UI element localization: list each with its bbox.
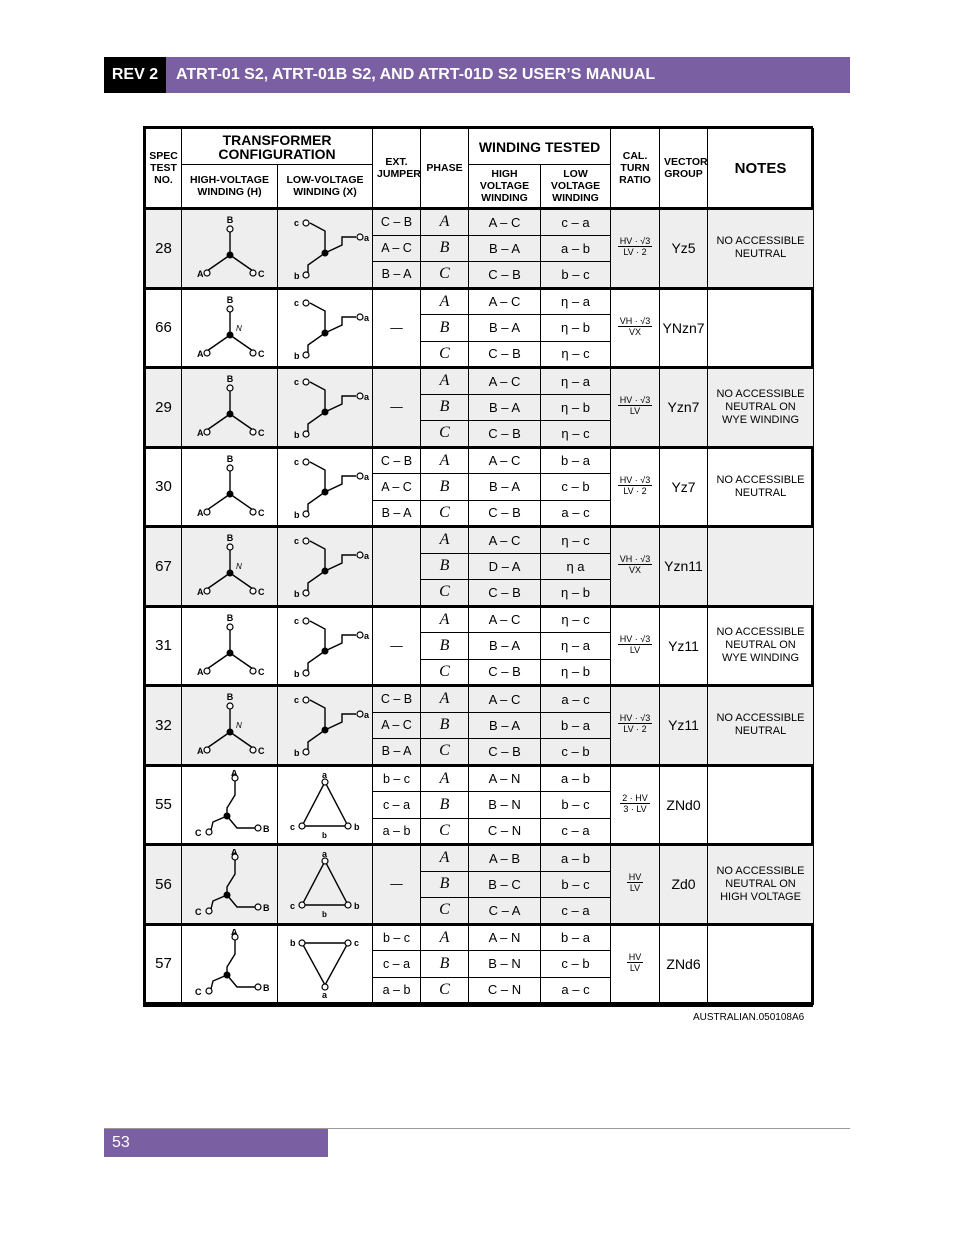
hv-winding-tested: D – A: [469, 553, 541, 580]
svg-text:C: C: [194, 907, 201, 918]
ratio-numerator: HV: [628, 872, 642, 883]
turn-ratio: [611, 845, 660, 925]
phase: B: [421, 394, 469, 421]
lv-winding-tested: η – b: [541, 394, 611, 421]
hv-winding-diagram: [182, 447, 278, 527]
phase: B: [421, 235, 469, 262]
ratio-denominator: LV: [629, 406, 641, 417]
spec-test-no: 67: [146, 527, 182, 607]
lv-winding-tested: a – c: [541, 686, 611, 713]
spec-test-no: 30: [146, 447, 182, 527]
lv-winding-tested: c – b: [541, 739, 611, 766]
header-spec: SPEC TEST NO.: [146, 129, 182, 209]
svg-text:a: a: [322, 769, 328, 780]
svg-text:A: A: [196, 428, 203, 439]
svg-text:N: N: [235, 721, 242, 731]
phase: C: [421, 262, 469, 289]
lv-winding-tested: η – b: [541, 580, 611, 607]
turn-ratio: [611, 368, 660, 448]
phase: C: [421, 500, 469, 527]
lv-winding-diagram: [278, 765, 373, 845]
notes: [708, 765, 814, 845]
ratio-denominator: VX: [629, 326, 642, 337]
lv-winding-tested: a – b: [541, 845, 611, 872]
vector-group: ZNd6: [660, 924, 708, 1004]
header-notes: NOTES: [708, 129, 814, 209]
svg-text:B: B: [226, 453, 233, 464]
spec-test-no: 32: [146, 686, 182, 766]
ext-jumper: B – A: [373, 739, 421, 766]
manual-title: ATRT-01 S2, ATRT-01B S2, AND ATRT-01D S2 USER’S MANUAL: [166, 57, 850, 93]
svg-text:a: a: [364, 233, 370, 244]
phase: A: [421, 924, 469, 951]
notes: NO ACCESSIBLE NEUTRAL: [708, 209, 814, 289]
svg-text:C: C: [194, 827, 201, 838]
ext-jumper: a – b: [373, 818, 421, 845]
svg-text:b: b: [294, 271, 300, 282]
hv-winding-tested: A – C: [469, 368, 541, 395]
table-row: [146, 527, 814, 554]
phase: B: [421, 633, 469, 660]
svg-text:C: C: [257, 507, 264, 518]
notes: NO ACCESSIBLE NEUTRAL ON WYE WINDING: [708, 368, 814, 448]
table-row: [146, 606, 814, 633]
turn-ratio: [611, 606, 660, 686]
hv-winding-tested: A – C: [469, 527, 541, 554]
lv-winding-tested: η – a: [541, 633, 611, 660]
vector-group: Yz7: [660, 447, 708, 527]
page-header: [104, 57, 850, 93]
hv-winding-diagram: [182, 606, 278, 686]
svg-text:A: A: [196, 348, 203, 359]
ext-jumper: —: [373, 288, 421, 368]
ratio-denominator: VX: [629, 565, 642, 576]
lv-winding-tested: a – c: [541, 500, 611, 527]
spec-test-no: 66: [146, 288, 182, 368]
spec-test-no: 55: [146, 765, 182, 845]
svg-text:a: a: [364, 630, 370, 641]
phase: A: [421, 765, 469, 792]
phase: C: [421, 659, 469, 686]
notes: NO ACCESSIBLE NEUTRAL: [708, 447, 814, 527]
lv-winding-tested: c – a: [541, 209, 611, 236]
svg-text:B: B: [262, 903, 269, 914]
notes: [708, 288, 814, 368]
spec-test-no: 56: [146, 845, 182, 925]
svg-text:b: b: [290, 937, 296, 948]
ratio-denominator: LV · 2: [623, 724, 647, 735]
svg-text:b: b: [354, 901, 360, 912]
svg-text:N: N: [235, 562, 242, 572]
lv-winding-tested: c – a: [541, 898, 611, 925]
ratio-denominator: LV: [629, 644, 641, 655]
ext-jumper: b – c: [373, 765, 421, 792]
hv-winding-tested: C – N: [469, 977, 541, 1004]
ext-jumper: A – C: [373, 474, 421, 501]
lv-winding-diagram: [278, 527, 373, 607]
header-lv-winding: LOW-VOLTAGE WINDING (X): [278, 165, 373, 209]
hv-winding-tested: C – B: [469, 262, 541, 289]
ratio-numerator: HV · √3: [619, 395, 651, 406]
header-lv: LOW VOLTAGE WINDING: [541, 165, 611, 209]
svg-text:a: a: [364, 551, 370, 562]
ext-jumper: c – a: [373, 792, 421, 819]
hv-winding-tested: B – N: [469, 792, 541, 819]
ratio-denominator: LV · 2: [623, 485, 647, 496]
phase: B: [421, 792, 469, 819]
svg-text:a: a: [364, 471, 370, 482]
vector-group: Yz11: [660, 686, 708, 766]
ext-jumper: —: [373, 368, 421, 448]
svg-text:B: B: [262, 982, 269, 993]
svg-text:A: A: [196, 269, 203, 280]
ratio-numerator: VH · √3: [619, 554, 651, 565]
svg-text:C: C: [194, 986, 201, 997]
hv-winding-tested: C – B: [469, 500, 541, 527]
hv-winding-tested: A – C: [469, 447, 541, 474]
svg-text:c: c: [294, 536, 300, 547]
vector-group: Yz11: [660, 606, 708, 686]
phase: C: [421, 580, 469, 607]
svg-text:b: b: [294, 668, 300, 679]
vector-group: Yz5: [660, 209, 708, 289]
phase: C: [421, 739, 469, 766]
svg-text:c: c: [290, 821, 296, 832]
hv-winding-tested: C – B: [469, 580, 541, 607]
spec-test-no: 31: [146, 606, 182, 686]
header-vector: VECTOR GROUP: [660, 129, 708, 209]
phase: B: [421, 553, 469, 580]
svg-text:b: b: [294, 430, 300, 441]
ratio-numerator: HV · √3: [619, 633, 651, 644]
phase: A: [421, 606, 469, 633]
svg-text:B: B: [226, 374, 233, 385]
notes: NO ACCESSIBLE NEUTRAL ON WYE WINDING: [708, 606, 814, 686]
lv-winding-diagram: [278, 606, 373, 686]
lv-winding-tested: η – c: [541, 421, 611, 448]
header-winding-tested: WINDING TESTED: [469, 129, 611, 165]
phase: A: [421, 368, 469, 395]
phase: A: [421, 527, 469, 554]
ext-jumper: B – A: [373, 262, 421, 289]
hv-winding-diagram: [182, 288, 278, 368]
hv-winding-tested: A – B: [469, 845, 541, 872]
svg-text:B: B: [226, 692, 233, 703]
ratio-numerator: HV · √3: [619, 236, 651, 247]
hv-winding-tested: B – A: [469, 474, 541, 501]
turn-ratio: [611, 527, 660, 607]
svg-text:B: B: [226, 612, 233, 623]
lv-winding-tested: a – b: [541, 235, 611, 262]
lv-winding-tested: c – a: [541, 818, 611, 845]
hv-winding-diagram: [182, 765, 278, 845]
svg-text:c: c: [294, 456, 300, 467]
hv-winding-tested: A – C: [469, 686, 541, 713]
spec-test-no: 29: [146, 368, 182, 448]
ratio-denominator: LV: [629, 962, 641, 973]
svg-text:b: b: [322, 910, 327, 920]
ext-jumper: C – B: [373, 209, 421, 236]
hv-winding-tested: C – A: [469, 898, 541, 925]
spec-test-no: 28: [146, 209, 182, 289]
lv-winding-diagram: [278, 209, 373, 289]
lv-winding-tested: a – b: [541, 765, 611, 792]
hv-winding-diagram: [182, 924, 278, 1004]
lv-winding-diagram: [278, 288, 373, 368]
svg-text:b: b: [294, 748, 300, 759]
table-row: [146, 368, 814, 395]
svg-text:B: B: [226, 215, 233, 226]
svg-text:b: b: [294, 350, 300, 361]
svg-text:C: C: [257, 348, 264, 359]
phase: A: [421, 209, 469, 236]
spec-test-no: 57: [146, 924, 182, 1004]
svg-text:b: b: [354, 821, 360, 832]
lv-winding-tested: b – c: [541, 792, 611, 819]
lv-winding-tested: η – c: [541, 606, 611, 633]
svg-text:a: a: [364, 710, 370, 721]
hv-winding-tested: A – N: [469, 924, 541, 951]
svg-text:C: C: [257, 587, 264, 598]
svg-text:a: a: [364, 392, 370, 403]
ext-jumper: —: [373, 606, 421, 686]
svg-text:A: A: [196, 587, 203, 598]
lv-winding-tested: η – c: [541, 341, 611, 368]
lv-winding-tested: b – c: [541, 871, 611, 898]
ratio-numerator: HV · √3: [619, 713, 651, 724]
svg-text:C: C: [257, 666, 264, 677]
lv-winding-tested: η a: [541, 553, 611, 580]
header-ratio: CAL. TURN RATIO: [611, 129, 660, 209]
revision-label: REV 2: [104, 57, 166, 93]
svg-text:A: A: [196, 746, 203, 757]
page-number: 53: [104, 1129, 328, 1157]
table-row: [146, 686, 814, 713]
hv-winding-tested: A – C: [469, 288, 541, 315]
ratio-numerator: 2 · HV: [622, 792, 648, 803]
svg-text:B: B: [226, 533, 233, 544]
lv-winding-diagram: [278, 924, 373, 1004]
table-row: [146, 845, 814, 872]
phase: A: [421, 447, 469, 474]
lv-winding-diagram: [278, 368, 373, 448]
lv-winding-tested: η – c: [541, 527, 611, 554]
ext-jumper: C – B: [373, 447, 421, 474]
ratio-numerator: HV: [628, 951, 642, 962]
turn-ratio: [611, 924, 660, 1004]
hv-winding-tested: B – A: [469, 712, 541, 739]
svg-text:C: C: [257, 428, 264, 439]
phase: A: [421, 845, 469, 872]
header-hv-winding: HIGH-VOLTAGE WINDING (H): [182, 165, 278, 209]
lv-winding-tested: b – c: [541, 262, 611, 289]
phase: B: [421, 474, 469, 501]
lv-winding-tested: η – b: [541, 315, 611, 342]
svg-text:A: A: [196, 666, 203, 677]
lv-winding-tested: c – b: [541, 474, 611, 501]
lv-winding-tested: η – a: [541, 288, 611, 315]
phase: B: [421, 315, 469, 342]
svg-text:b: b: [294, 509, 300, 520]
svg-text:B: B: [226, 294, 233, 305]
svg-text:c: c: [290, 901, 296, 912]
vector-group: Yzn11: [660, 527, 708, 607]
svg-text:C: C: [257, 269, 264, 280]
header-hv: HIGH VOLTAGE WINDING: [469, 165, 541, 209]
notes: [708, 527, 814, 607]
table-row: [146, 447, 814, 474]
lv-winding-tested: b – a: [541, 447, 611, 474]
svg-text:A: A: [230, 849, 237, 858]
ext-jumper: [373, 527, 421, 607]
svg-text:c: c: [294, 615, 300, 626]
ext-jumper: B – A: [373, 500, 421, 527]
svg-text:C: C: [257, 746, 264, 757]
svg-text:N: N: [235, 323, 242, 333]
hv-winding-tested: B – A: [469, 235, 541, 262]
svg-text:b: b: [294, 589, 300, 600]
lv-winding-tested: c – b: [541, 951, 611, 978]
svg-text:c: c: [294, 695, 300, 706]
hv-winding-tested: B – A: [469, 633, 541, 660]
svg-text:A: A: [230, 928, 237, 937]
lv-winding-diagram: [278, 447, 373, 527]
svg-text:B: B: [262, 823, 269, 834]
ext-jumper: a – b: [373, 977, 421, 1004]
table-row: [146, 924, 814, 951]
phase: C: [421, 818, 469, 845]
hv-winding-tested: B – A: [469, 394, 541, 421]
hv-winding-tested: A – C: [469, 209, 541, 236]
phase: C: [421, 421, 469, 448]
svg-text:a: a: [364, 312, 370, 323]
hv-winding-tested: C – N: [469, 818, 541, 845]
hv-winding-tested: C – B: [469, 421, 541, 448]
turn-ratio: [611, 288, 660, 368]
ratio-denominator: LV · 2: [623, 247, 647, 258]
notes: NO ACCESSIBLE NEUTRAL: [708, 686, 814, 766]
vector-group: ZNd0: [660, 765, 708, 845]
vector-group: Yzn7: [660, 368, 708, 448]
lv-winding-diagram: [278, 845, 373, 925]
turn-ratio: [611, 686, 660, 766]
phase: B: [421, 871, 469, 898]
ext-jumper: b – c: [373, 924, 421, 951]
hv-winding-tested: A – N: [469, 765, 541, 792]
ext-jumper: c – a: [373, 951, 421, 978]
hv-winding-diagram: [182, 686, 278, 766]
ratio-denominator: LV: [629, 883, 641, 894]
ext-jumper: A – C: [373, 235, 421, 262]
phase: C: [421, 898, 469, 925]
lv-winding-diagram: [278, 686, 373, 766]
hv-winding-tested: C – B: [469, 341, 541, 368]
hv-winding-tested: B – C: [469, 871, 541, 898]
lv-winding-tested: η – b: [541, 659, 611, 686]
phase: B: [421, 951, 469, 978]
ratio-denominator: 3 · LV: [623, 803, 647, 814]
svg-text:A: A: [230, 769, 237, 778]
phase: C: [421, 341, 469, 368]
hv-winding-diagram: [182, 527, 278, 607]
svg-text:A: A: [196, 507, 203, 518]
hv-winding-tested: C – B: [469, 739, 541, 766]
turn-ratio: [611, 209, 660, 289]
turn-ratio: [611, 765, 660, 845]
header-phase: PHASE: [421, 129, 469, 209]
phase: B: [421, 712, 469, 739]
notes: NO ACCESSIBLE NEUTRAL ON HIGH VOLTAGE: [708, 845, 814, 925]
hv-winding-tested: A – C: [469, 606, 541, 633]
table-row: [146, 288, 814, 315]
svg-text:b: b: [322, 830, 327, 840]
svg-text:a: a: [322, 849, 328, 860]
phase: C: [421, 977, 469, 1004]
notes: [708, 924, 814, 1004]
svg-text:a: a: [322, 989, 328, 999]
hv-winding-tested: C – B: [469, 659, 541, 686]
hv-winding-tested: B – A: [469, 315, 541, 342]
hv-winding-tested: B – N: [469, 951, 541, 978]
ratio-numerator: VH · √3: [619, 315, 651, 326]
table-row: [146, 209, 814, 236]
header-jumper: EXT. JUMPER: [373, 129, 421, 209]
lv-winding-tested: b – a: [541, 924, 611, 951]
lv-winding-tested: b – a: [541, 712, 611, 739]
svg-text:c: c: [294, 377, 300, 388]
table-row: [146, 765, 814, 792]
lv-winding-tested: η – a: [541, 368, 611, 395]
vector-group: Zd0: [660, 845, 708, 925]
phase: A: [421, 686, 469, 713]
hv-winding-diagram: [182, 368, 278, 448]
lv-winding-tested: a – c: [541, 977, 611, 1004]
header-config: TRANSFORMER CONFIGURATION: [182, 129, 373, 165]
hv-winding-diagram: [182, 845, 278, 925]
transformer-table: [143, 126, 813, 1007]
svg-text:c: c: [354, 937, 360, 948]
ext-jumper: —: [373, 845, 421, 925]
svg-text:c: c: [294, 218, 300, 229]
vector-group: YNzn7: [660, 288, 708, 368]
ext-jumper: A – C: [373, 712, 421, 739]
phase: A: [421, 288, 469, 315]
svg-text:c: c: [294, 297, 300, 308]
ext-jumper: C – B: [373, 686, 421, 713]
hv-winding-diagram: [182, 209, 278, 289]
drawing-number: AUSTRALIAN.050108A6: [693, 1012, 805, 1023]
turn-ratio: [611, 447, 660, 527]
ratio-numerator: HV · √3: [619, 474, 651, 485]
